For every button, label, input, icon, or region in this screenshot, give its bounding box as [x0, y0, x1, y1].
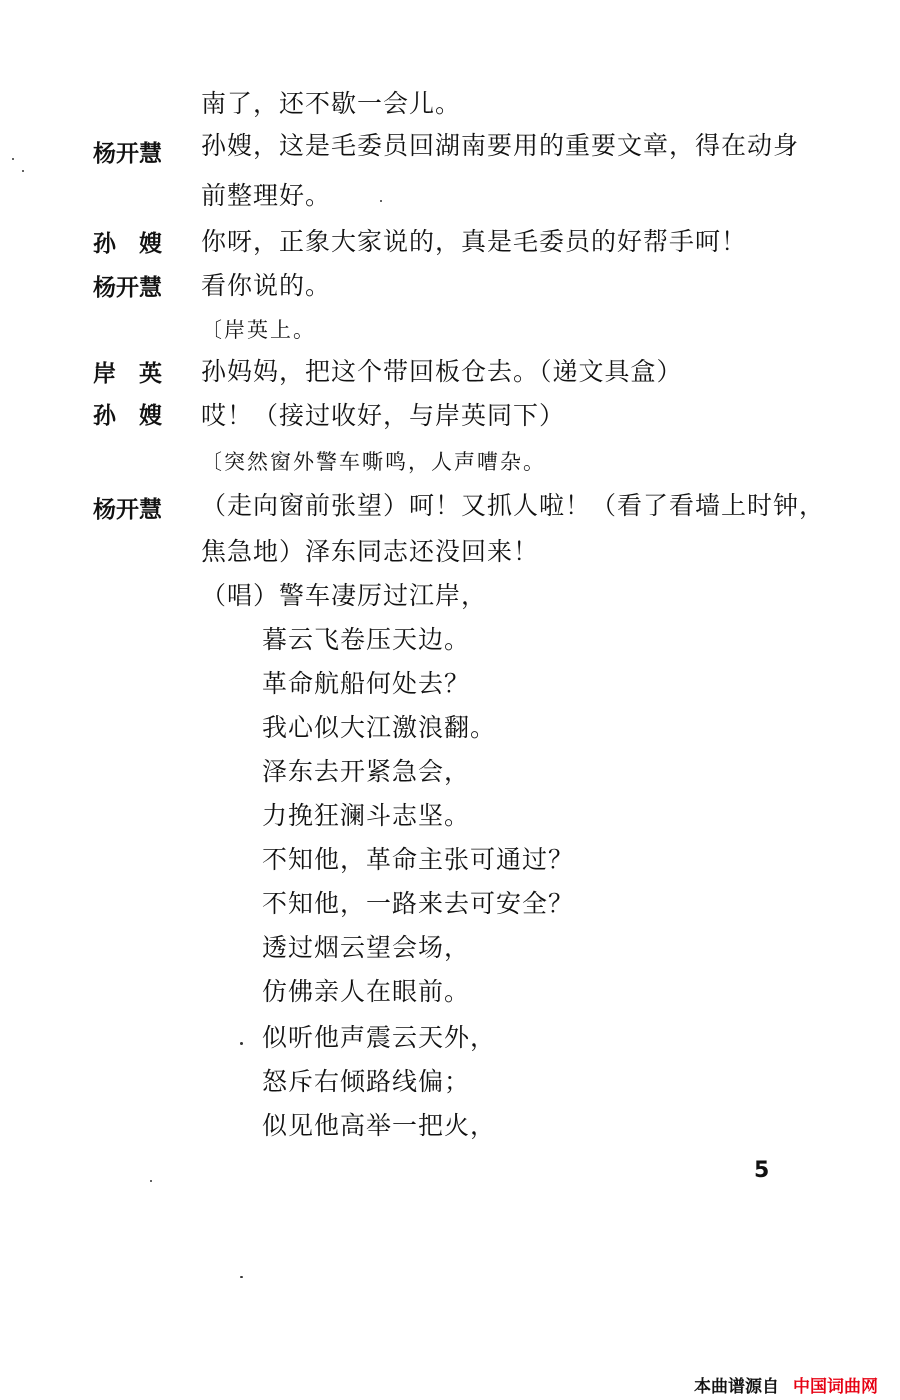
text-line: 焦急地）泽东同志还没回来！ [201, 537, 540, 566]
scan-speck [240, 1276, 243, 1278]
lyric-line: 暮云飞卷压天边。 [262, 625, 471, 654]
speaker-sun-sao: 孙 嫂 [93, 231, 162, 257]
source-watermark [694, 1372, 878, 1397]
stage-direction: 〔突然窗外警车嘶鸣，人声嘈杂。 [201, 450, 546, 474]
lyric-line: （唱）警车凄厉过江岸， [201, 581, 488, 610]
scan-speck [150, 1180, 152, 1182]
lyric-line: 似听他声震云天外， [262, 1023, 497, 1052]
lyric-line: 怒斥右倾路线偏； [262, 1067, 471, 1096]
lyric-line: 仿佛亲人在眼前。 [262, 977, 471, 1006]
text-line: 孙嫂，这是毛委员回湖南要用的重要文章，得在动身 [201, 131, 800, 160]
speaker-yang-kaihui: 杨开慧 [93, 141, 162, 167]
scan-speck [240, 1042, 243, 1045]
lyric-line: 不知他，一路来去可安全？ [262, 889, 575, 918]
watermark-source-label: 本曲谱源自 [694, 1377, 779, 1397]
text-line: 看你说的。 [201, 271, 332, 300]
lyric-line: 泽东去开紧急会， [262, 757, 471, 786]
stage-direction: 〔岸英上。 [201, 318, 316, 342]
text-line: 哎！（接过收好，与岸英同下） [201, 401, 566, 430]
speaker-an-ying: 岸 英 [93, 361, 162, 387]
text-line: 你呀，正象大家说的，真是毛委员的好帮手呵！ [201, 227, 748, 256]
lyric-line: 不知他，革命主张可通过？ [262, 845, 575, 874]
scan-speck [380, 200, 382, 202]
watermark-site-name: 中国词曲网 [793, 1377, 878, 1397]
lyric-line: 革命航船何处去？ [262, 669, 471, 698]
lyric-line: 我心似大江激浪翻。 [262, 713, 497, 742]
text-line: 南了，还不歇一会儿。 [201, 89, 462, 118]
text-line: 前整理好。 [201, 181, 332, 210]
text-line: （走向窗前张望）呵！又抓人啦！（看了看墙上时钟， [201, 491, 826, 520]
lyric-line: 似见他高举一把火， [262, 1111, 497, 1140]
page-number: 5 [754, 1158, 770, 1183]
speaker-yang-kaihui: 杨开慧 [93, 497, 162, 523]
scan-speck [12, 158, 14, 160]
speaker-yang-kaihui: 杨开慧 [93, 275, 162, 301]
text-line: 孙妈妈，把这个带回板仓去。（递文具盒） [201, 357, 683, 386]
lyric-line: 透过烟云望会场， [262, 933, 471, 962]
speaker-sun-sao: 孙 嫂 [93, 403, 162, 429]
lyric-line: 力挽狂澜斗志坚。 [262, 801, 471, 830]
scan-speck [22, 170, 24, 172]
